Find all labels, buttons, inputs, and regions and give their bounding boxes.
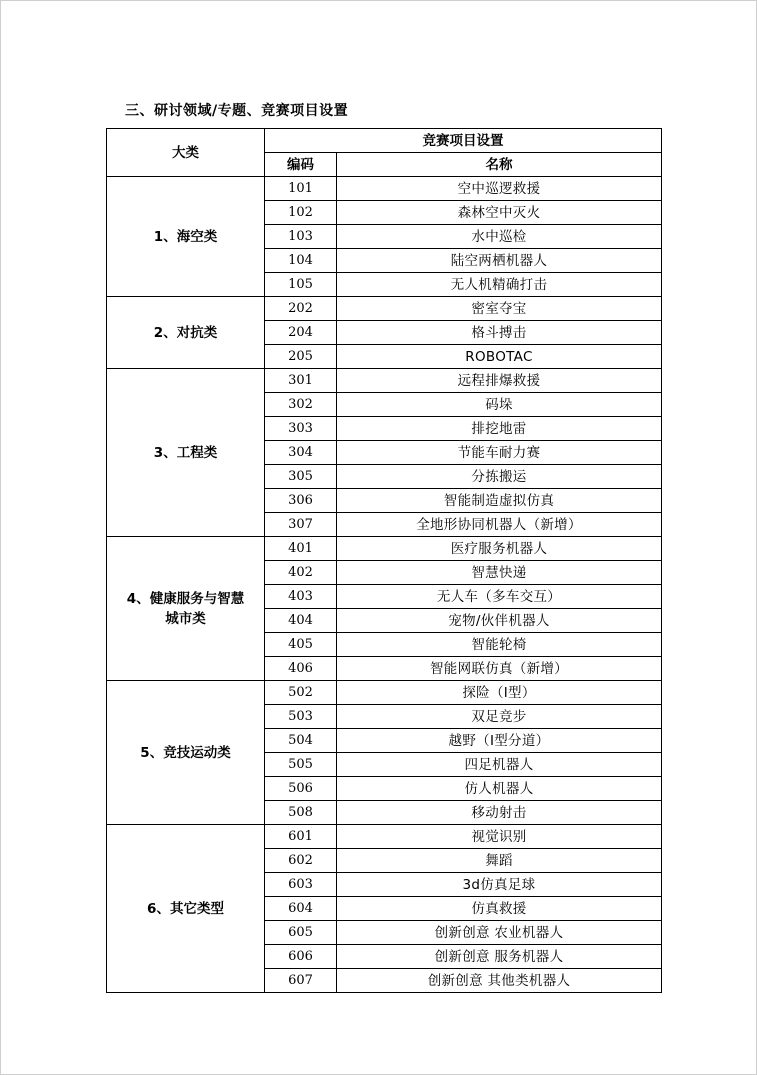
header-group: 竞赛项目设置 bbox=[265, 129, 662, 153]
table-row bbox=[107, 297, 662, 321]
category-cell bbox=[107, 537, 265, 681]
item-code: 602 bbox=[265, 849, 337, 873]
item-name: 排挖地雷 bbox=[337, 417, 662, 441]
header-name: 名称 bbox=[337, 153, 662, 177]
item-name: 格斗搏击 bbox=[337, 321, 662, 345]
category-cell: 6、其它类型 bbox=[107, 825, 265, 993]
item-name: 医疗服务机器人 bbox=[337, 537, 662, 561]
item-code: 104 bbox=[265, 249, 337, 273]
table-row bbox=[107, 177, 662, 201]
item-name: 无人机精确打击 bbox=[337, 273, 662, 297]
item-name: 远程排爆救援 bbox=[337, 369, 662, 393]
item-code: 508 bbox=[265, 801, 337, 825]
item-name: 智能网联仿真（新增） bbox=[337, 657, 662, 681]
item-code: 504 bbox=[265, 729, 337, 753]
header-category: 大类 bbox=[107, 129, 265, 177]
competition-table bbox=[106, 128, 662, 993]
item-name: 森林空中灭火 bbox=[337, 201, 662, 225]
table-row bbox=[107, 537, 662, 561]
item-code: 302 bbox=[265, 393, 337, 417]
item-code: 305 bbox=[265, 465, 337, 489]
table-row bbox=[107, 825, 662, 849]
category-label-line: 城市类 bbox=[165, 610, 206, 627]
item-code: 404 bbox=[265, 609, 337, 633]
item-code: 101 bbox=[265, 177, 337, 201]
item-name: 密室夺宝 bbox=[337, 297, 662, 321]
header-code: 编码 bbox=[265, 153, 337, 177]
table-row bbox=[107, 681, 662, 705]
item-name: 无人车（多车交互） bbox=[337, 585, 662, 609]
item-code: 403 bbox=[265, 585, 337, 609]
item-name: 越野（Ⅰ型分道） bbox=[337, 729, 662, 753]
category-cell: 1、海空类 bbox=[107, 177, 265, 297]
item-name: 双足竞步 bbox=[337, 705, 662, 729]
item-name: 分拣搬运 bbox=[337, 465, 662, 489]
item-name: 智能轮椅 bbox=[337, 633, 662, 657]
item-name: 仿人机器人 bbox=[337, 777, 662, 801]
item-name: 3d仿真足球 bbox=[337, 873, 662, 897]
item-code: 402 bbox=[265, 561, 337, 585]
section-heading: 三、研讨领域/专题、竞赛项目设置 bbox=[125, 103, 349, 119]
item-name: 宠物/伙伴机器人 bbox=[337, 609, 662, 633]
item-name: ROBOTAC bbox=[337, 345, 662, 369]
item-name: 陆空两栖机器人 bbox=[337, 249, 662, 273]
item-code: 204 bbox=[265, 321, 337, 345]
item-name: 视觉识别 bbox=[337, 825, 662, 849]
item-name: 移动射击 bbox=[337, 801, 662, 825]
item-name: 智慧快递 bbox=[337, 561, 662, 585]
item-code: 102 bbox=[265, 201, 337, 225]
item-code: 603 bbox=[265, 873, 337, 897]
item-name: 全地形协同机器人（新增） bbox=[337, 513, 662, 537]
item-code: 301 bbox=[265, 369, 337, 393]
category-label-line: 4、健康服务与智慧 bbox=[126, 590, 245, 607]
item-code: 202 bbox=[265, 297, 337, 321]
item-name: 四足机器人 bbox=[337, 753, 662, 777]
item-name: 码垛 bbox=[337, 393, 662, 417]
item-name: 创新创意 其他类机器人 bbox=[337, 969, 662, 993]
item-code: 604 bbox=[265, 897, 337, 921]
item-code: 306 bbox=[265, 489, 337, 513]
table-header-row bbox=[107, 129, 662, 153]
item-code: 503 bbox=[265, 705, 337, 729]
item-code: 606 bbox=[265, 945, 337, 969]
item-code: 105 bbox=[265, 273, 337, 297]
item-code: 205 bbox=[265, 345, 337, 369]
item-code: 405 bbox=[265, 633, 337, 657]
table-row bbox=[107, 369, 662, 393]
item-name: 智能制造虚拟仿真 bbox=[337, 489, 662, 513]
item-code: 304 bbox=[265, 441, 337, 465]
item-code: 605 bbox=[265, 921, 337, 945]
item-name: 创新创意 服务机器人 bbox=[337, 945, 662, 969]
item-name: 创新创意 农业机器人 bbox=[337, 921, 662, 945]
item-name: 仿真救援 bbox=[337, 897, 662, 921]
item-code: 505 bbox=[265, 753, 337, 777]
category-cell: 5、竞技运动类 bbox=[107, 681, 265, 825]
item-code: 406 bbox=[265, 657, 337, 681]
item-name: 水中巡检 bbox=[337, 225, 662, 249]
item-name: 空中巡逻救援 bbox=[337, 177, 662, 201]
category-cell: 3、工程类 bbox=[107, 369, 265, 537]
item-code: 502 bbox=[265, 681, 337, 705]
item-name: 节能车耐力赛 bbox=[337, 441, 662, 465]
item-code: 401 bbox=[265, 537, 337, 561]
item-name: 探险（Ⅰ型） bbox=[337, 681, 662, 705]
category-cell: 2、对抗类 bbox=[107, 297, 265, 369]
item-code: 303 bbox=[265, 417, 337, 441]
item-code: 103 bbox=[265, 225, 337, 249]
item-name: 舞蹈 bbox=[337, 849, 662, 873]
item-code: 307 bbox=[265, 513, 337, 537]
table-body bbox=[107, 177, 662, 993]
item-code: 601 bbox=[265, 825, 337, 849]
item-code: 607 bbox=[265, 969, 337, 993]
item-code: 506 bbox=[265, 777, 337, 801]
